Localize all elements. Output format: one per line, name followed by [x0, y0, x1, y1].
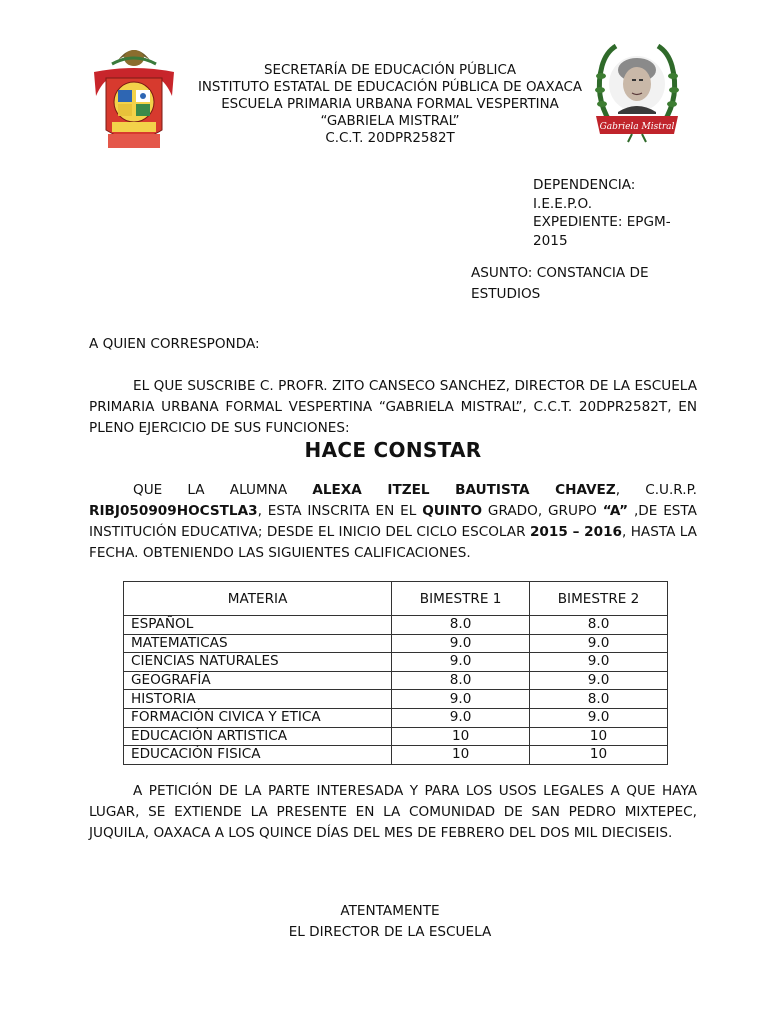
- student-text-6: , HASTA LA FECHA. OBTENIENDO LAS SIGUIENTES CALIFICACIONES.: [89, 524, 697, 561]
- closing-paragraph: [89, 781, 697, 844]
- grade-cell: 9.0: [530, 708, 668, 727]
- grade-cell: 9.0: [530, 671, 668, 690]
- dependencia-value: I.E.E.P.O.: [533, 195, 593, 212]
- grade-cell: 9.0: [392, 690, 530, 709]
- subject-cell: HISTORIA: [124, 690, 392, 709]
- subject-cell: EDUCACIÓN ARTISTICA: [124, 727, 392, 746]
- intro-paragraph-text: EL QUE SUSCRIBE C. PROFR. ZITO CANSECO SANCHEZ, DIRECTOR DE LA ESCUELA PRIMARIA URBANA FORMAL VESPERTINA “GABRIELA MISTRAL”, C.C.T. 20DPR2582T, EN PLENO EJERCICIO DE SUS FUNCIONES:: [89, 378, 697, 436]
- grade-cell: 10: [392, 727, 530, 746]
- subject-cell: MATEMATICAS: [124, 634, 392, 653]
- header-bimestre-2: BIMESTRE 2: [530, 582, 668, 616]
- emblem-signature-text: Gabriela Mistral: [599, 122, 675, 132]
- subject-cell: EDUCACIÓN FISICA: [124, 746, 392, 765]
- subject-cell: FORMACIÓN CIVICA Y ETICA: [124, 708, 392, 727]
- header-secretaria: SECRETARÍA DE EDUCACIÓN PÚBLICA: [263, 63, 516, 78]
- signature-block: [180, 901, 600, 943]
- student-paragraph: [89, 480, 697, 564]
- school-header: [180, 62, 600, 147]
- dependencia-block: [533, 176, 703, 250]
- header-materia: MATERIA: [124, 582, 392, 616]
- expediente-label: EXPEDIENTE: EPGM-: [533, 214, 671, 230]
- asunto-block: [471, 263, 701, 305]
- closing-paragraph-text: A PETICIÓN DE LA PARTE INTERESADA Y PARA LOS USOS LEGALES A QUE HAYA LUGAR, SE EXTIENDE LA PRESENTE EN LA COMUNIDAD DE SAN PEDRO MIXTEPEC, JUQUILA, OAXACA A LOS QUINCE DÍAS DEL MES DE FEBRERO DEL DOS MIL DIECISEIS.: [89, 783, 697, 841]
- asunto-line-2: ESTUDIOS: [471, 286, 541, 302]
- grades-table-header-row: [124, 582, 668, 616]
- grade-cell: 10: [392, 746, 530, 765]
- atentamente-label: ATENTAMENTE: [340, 903, 440, 919]
- expediente-year: 2015: [533, 232, 568, 249]
- gabriela-mistral-emblem-logo: [588, 40, 686, 144]
- student-grade: QUINTO: [422, 503, 483, 519]
- grades-table: [123, 581, 668, 765]
- subject-cell: GEOGRAFÍA: [124, 671, 392, 690]
- student-group: “A”: [602, 503, 629, 519]
- table-row: [124, 653, 668, 672]
- asunto-line-1: ASUNTO: CONSTANCIA DE: [471, 265, 649, 281]
- grade-cell: 9.0: [392, 708, 530, 727]
- table-row: [124, 690, 668, 709]
- header-cct: C.C.T. 20DPR2582T: [325, 131, 455, 146]
- header-escuela: ESCUELA PRIMARIA URBANA FORMAL VESPERTINA: [221, 97, 559, 112]
- dependencia-label: DEPENDENCIA:: [533, 177, 636, 193]
- table-row: [124, 616, 668, 635]
- grade-cell: 8.0: [530, 690, 668, 709]
- intro-paragraph: [89, 376, 697, 439]
- subject-cell: ESPAÑOL: [124, 616, 392, 635]
- grade-cell: 10: [530, 746, 668, 765]
- director-title: EL DIRECTOR DE LA ESCUELA: [288, 924, 492, 940]
- school-cycle: 2015 – 2016: [529, 524, 622, 540]
- grade-cell: 9.0: [530, 634, 668, 653]
- grade-cell: 9.0: [392, 634, 530, 653]
- table-row: [124, 708, 668, 727]
- student-curp: RIBJ050909HOCSTLA3: [89, 503, 258, 519]
- header-instituto: INSTITUTO ESTATAL DE EDUCACIÓN PÚBLICA DE OAXACA: [197, 80, 583, 95]
- student-text-1: QUE LA ALUMNA: [133, 482, 313, 498]
- table-row: [124, 727, 668, 746]
- table-row: [124, 671, 668, 690]
- subject-cell: CIENCIAS NATURALES: [124, 653, 392, 672]
- student-text-2: , C.U.R.P.: [615, 482, 697, 498]
- grade-cell: 8.0: [392, 671, 530, 690]
- grade-cell: 9.0: [530, 653, 668, 672]
- table-row: [124, 634, 668, 653]
- grade-cell: 8.0: [530, 616, 668, 635]
- header-bimestre-1: BIMESTRE 1: [392, 582, 530, 616]
- table-row: [124, 746, 668, 765]
- oaxaca-coat-of-arms-logo: [88, 38, 180, 156]
- header-school-name: “GABRIELA MISTRAL”: [320, 114, 460, 129]
- student-name: ALEXA ITZEL BAUTISTA CHAVEZ: [312, 482, 616, 498]
- grade-cell: 9.0: [392, 653, 530, 672]
- grade-cell: 10: [530, 727, 668, 746]
- student-text-5: ,DE ESTA INSTITUCIÓN EDUCATIVA; DESDE EL INICIO DEL CICLO ESCOLAR: [89, 503, 697, 540]
- salutation: A QUIEN CORRESPONDA:: [89, 336, 260, 352]
- student-text-3: , ESTA INSCRITA EN EL: [257, 503, 423, 519]
- student-text-4: GRADO, GRUPO: [482, 503, 603, 519]
- grade-cell: 8.0: [392, 616, 530, 635]
- document-title: HACE CONSTAR: [304, 438, 482, 462]
